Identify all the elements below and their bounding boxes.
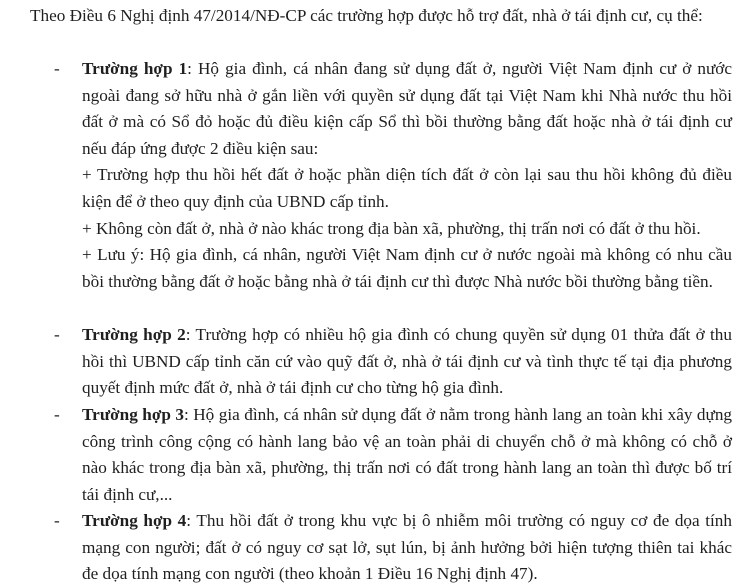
condition-item: + Trường hợp thu hồi hết đất ở hoặc phần diện tích đất ở còn lại sau thu hồi không đủ điều kiện để ở theo quy định của UBND cấp tỉnh. [82,165,732,211]
case-title: Trường hợp 1 [82,59,188,78]
case-text: : Thu hồi đất ở trong khu vực bị ô nhiễm môi trường có nguy cơ đe dọa tính mạng con người; đất ở có nguy cơ sạt lở, sụt lún, bị ảnh hưởng bởi hiện tượng thiên tai khác đe dọa tính mạng con người (theo khoản 1 Điều 16 Nghị định 47). [82,511,732,584]
case-4 [82,508,732,588]
condition-item: + Không còn đất ở, nhà ở nào khác trong địa bàn xã, phường, thị trấn nơi có đất ở thu hồi. [82,218,701,238]
bullet-dash: - [54,59,60,78]
case-text: : Hộ gia đình, cá nhân đang sử dụng đất ở, người Việt Nam định cư ở nước ngoài đang sở hữu nhà ở gắn liền với quyền sử dụng đất tại Việt Nam khi Nhà nước thu hồi đất ở mà có Sổ đỏ hoặc đủ điều kiện cấp Sổ thì bồi thường bằng đất hoặc nhà ở tái định cư nếu đáp ứng được 2 điều kiện sau: [82,59,733,158]
case-1 [82,56,732,295]
case-2 [82,322,732,402]
case-3 [82,402,732,508]
bullet-dash: - [54,405,60,424]
case-title: Trường hợp 2 [82,325,186,344]
case-title: Trường hợp 4 [82,511,187,530]
intro-paragraph: Theo Điều 6 Nghị định 47/2014/NĐ-CP các trường hợp được hỗ trợ đất, nhà ở tái định cư, cụ thể: [30,6,703,25]
condition-item: + Lưu ý: Hộ gia đình, cá nhân, người Việt Nam định cư ở nước ngoài mà không có nhu cầu bồi thường bằng đất ở hoặc bằng nhà ở tái định cư thì được Nhà nước bồi thường bằng tiền. [82,245,732,291]
case-text: : Hộ gia đình, cá nhân sử dụng đất ở nằm trong hành lang an toàn khi xây dựng công trình công cộng có hành lang bảo vệ an toàn phải di chuyển chỗ ở mà không có chỗ ở nào khác trong địa bàn xã, phường, thị trấn nơi có đất trong hành lang an toàn thì được bố trí tái định cư,... [82,405,733,504]
case-title: Trường hợp 3 [82,405,184,424]
bullet-dash: - [54,325,60,344]
bullet-dash: - [54,511,60,530]
case-text: : Trường hợp có nhiều hộ gia đình có chung quyền sử dụng 01 thửa đất ở thu hồi thì UBND cấp tỉnh căn cứ vào quỹ đất ở, nhà ở tái định cư và tình thực tế tại địa phương quyết định mức đất ở, nhà ở tái định cư cho từng hộ gia đình. [82,325,732,398]
